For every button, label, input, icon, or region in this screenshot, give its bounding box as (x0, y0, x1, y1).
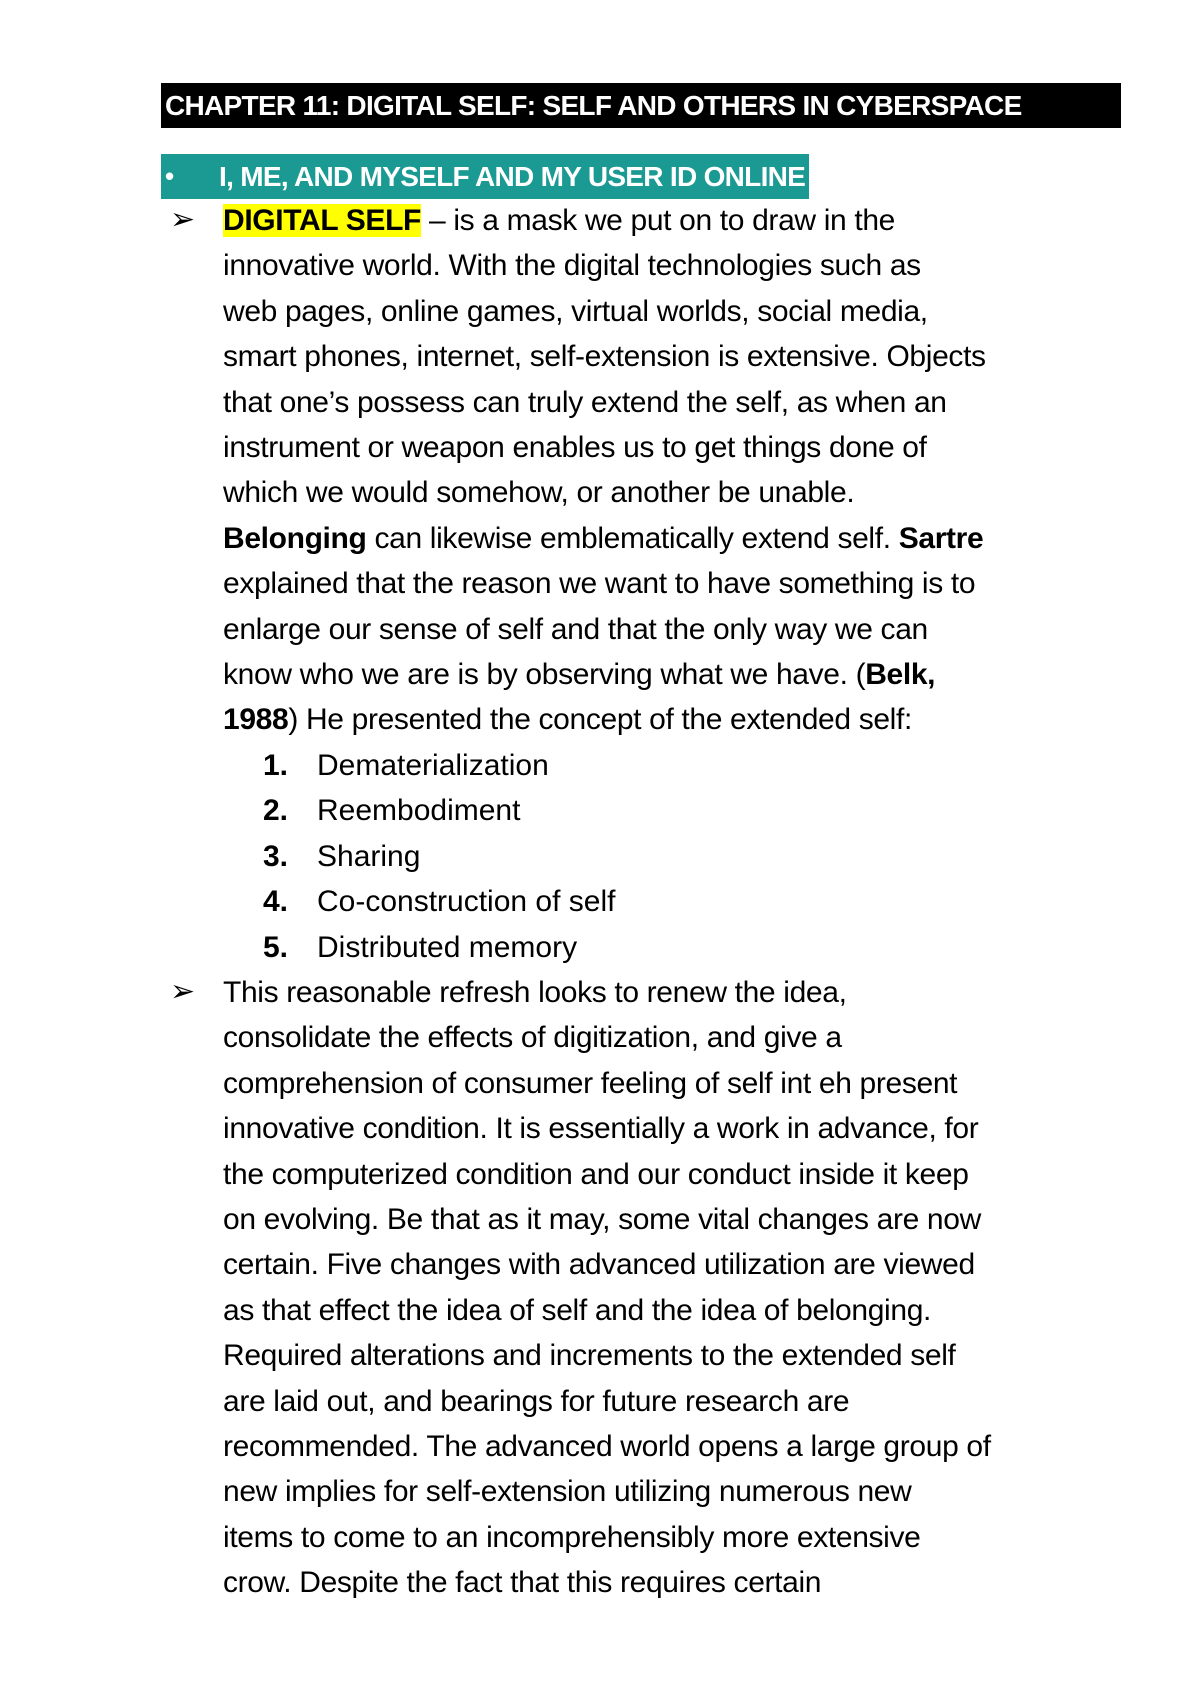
section-heading (161, 154, 809, 199)
text-line: smart phones, internet, self-extension is extensive. Objects (223, 340, 986, 374)
arrow-bullet-icon: ➢ (170, 975, 196, 1008)
text-line: explained that the reason we want to have something is to (223, 567, 976, 601)
text-line: Required alterations and increments to the extended self (223, 1339, 956, 1373)
text-line: consolidate the effects of digitization, and give a (223, 1021, 842, 1055)
text-line: innovative world. With the digital technologies such as (223, 249, 921, 283)
text-line: innovative condition. It is essentially a work in advance, for (223, 1112, 979, 1146)
section-heading-text: I, ME, AND MYSELF AND MY USER ID ONLINE (219, 161, 806, 192)
text-line: comprehension of consumer feeling of self int eh present (223, 1066, 958, 1100)
text-line: recommended. The advanced world opens a large group of (223, 1429, 991, 1463)
arrow-bullet-icon: ➢ (170, 203, 196, 236)
text-line: are laid out, and bearings for future research are (223, 1384, 850, 1418)
text-line: items to come to an incomprehensibly more extensive (223, 1520, 921, 1554)
list-item: 5. Distributed memory (263, 930, 578, 964)
text-line: instrument or weapon enables us to get things done of (223, 430, 927, 464)
bullet-icon: • (165, 161, 174, 191)
text-line: new implies for self-extension utilizing numerous new (223, 1475, 912, 1509)
chapter-title: CHAPTER 11: DIGITAL SELF: SELF AND OTHERS IN CYBERSPACE (161, 83, 1121, 128)
text-line: on evolving. Be that as it may, some vital changes are now (223, 1202, 981, 1236)
text-line: certain. Five changes with advanced utilization are viewed (223, 1248, 975, 1282)
text-line: 1988) He presented the concept of the extended self: (223, 703, 912, 737)
list-item: 2. Reembodiment (263, 794, 521, 828)
extended-self-list (263, 743, 1023, 970)
paragraph-refresh (223, 970, 1128, 1605)
list-item: 3. Sharing (263, 839, 421, 873)
list-item: 1. Dematerialization (263, 749, 549, 782)
text-line: that one’s possess can truly extend the self, as when an (223, 385, 947, 419)
paragraph-digital-self (223, 198, 1128, 743)
text-line: Belonging can likewise emblematically extend self. Sartre (223, 521, 984, 555)
text-line: as that effect the idea of self and the idea of belonging. (223, 1293, 932, 1327)
text-line: enlarge our sense of self and that the only way we can (223, 612, 928, 646)
text-line: DIGITAL SELF – is a mask we put on to draw in the (223, 204, 895, 237)
text-line: know who we are is by observing what we have. (Belk, (223, 657, 936, 691)
text-line: which we would somehow, or another be unable. (223, 476, 855, 510)
text-line: the computerized condition and our conduct inside it keep (223, 1157, 969, 1191)
text-line: This reasonable refresh looks to renew the idea, (223, 976, 847, 1009)
text-line: web pages, online games, virtual worlds, social media, (223, 294, 928, 328)
text-line: crow. Despite the fact that this requires certain (223, 1566, 822, 1600)
digital-self-term: DIGITAL SELF (223, 204, 422, 237)
list-item: 4. Co-construction of self (263, 885, 616, 919)
